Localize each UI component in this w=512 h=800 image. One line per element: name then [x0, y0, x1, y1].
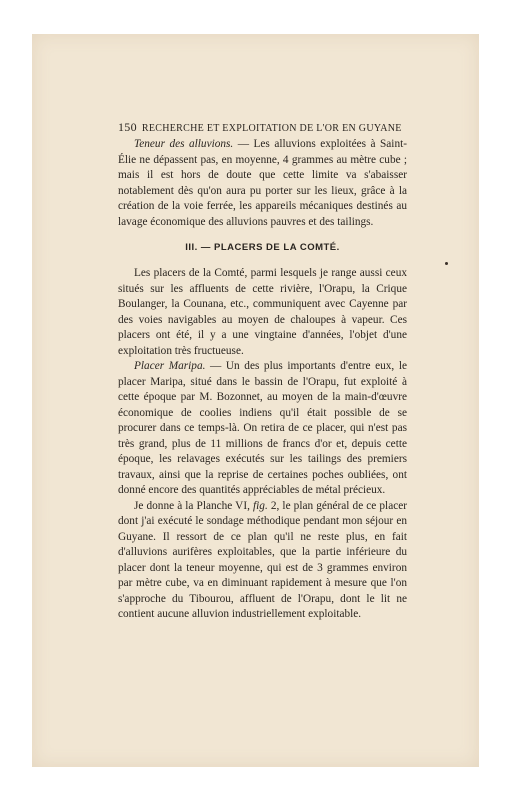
paragraph-teneur [118, 137, 407, 230]
paragraph-lead: Placer Maripa. [134, 360, 206, 372]
page-number: 150 [118, 120, 137, 134]
running-title: RECHERCHE ET EXPLOITATION DE L'OR EN GUYANE [141, 123, 402, 134]
paragraph-body: — Les alluvions exploitées à Saint-Élie ne dépassent pas, en moyenne, 4 grammes au mètre cube ; mais il est hors de doute que cette limite va s'abaisser notablement dès qu'on aura pu porter sur les lieux, grâce à la création de la voie ferrée, les appareils mécaniques destinés au lavage économique des alluvions pauvres et des tailings. [118, 138, 407, 228]
ink-speck [445, 262, 448, 265]
page-content [118, 120, 407, 623]
section-heading: III. — PLACERS DE LA COMTÉ. [185, 242, 340, 253]
paragraph-body: 2, le plan général de ce placer dont j'ai exécuté le sondage méthodique pendant mon séjour en Guyane. Il ressort de ce plan qu'il ne reste plus, en fait d'alluvions aurifères exploitables, que la partie inférieure du placer dont la teneur moyenne, qui est de 3 grammes environ par mètre cube, va en diminuant rapidement à mesure que l'on s'approche du Tibourou, affluent de l'Orapu, dont le lit ne contient aucune alluvion industriellement exploitable. [118, 499, 407, 620]
figure-reference: fig. [253, 499, 268, 512]
paragraph-lead: Teneur des alluvions. [134, 138, 234, 150]
paragraph-planche [118, 499, 407, 623]
paragraph-placer-maripa [118, 359, 407, 499]
paragraph-body: Je donne à la Planche VI, [134, 499, 254, 512]
running-head [118, 120, 407, 135]
paragraph-body: — Un des plus importants d'entre eux, le placer Maripa, situé dans le bassin de l'Orapu, fut exploité à cette époque par M. Bozonnet, au moyen de la main-d'œuvre économique de coolies indiens qu'il était possible de se procurer dans ce temps-là. On retira de ce placer, qui n'est pas très grand, plus de 11 millions de francs d'or et, depuis cette époque, les relavages exécutés sur les tailings des premiers travaux, ainsi que la reprise de certaines poches oubliées, ont donné encore des quantités appréciables de métal précieux. [118, 360, 407, 496]
paragraph-placers-comte: Les placers de la Comté, parmi lesquels je range aussi ceux situés sur les affluents de cette rivière, l'Orapu, la Crique Boulanger, la Counana, etc., communiquent avec Cayenne par des voies navigables au moyen de chaloupes à vapeur. Ces placers ont été, il y a une vingtaine d'années, l'objet d'une exploitation très fructueuse. [118, 267, 407, 357]
